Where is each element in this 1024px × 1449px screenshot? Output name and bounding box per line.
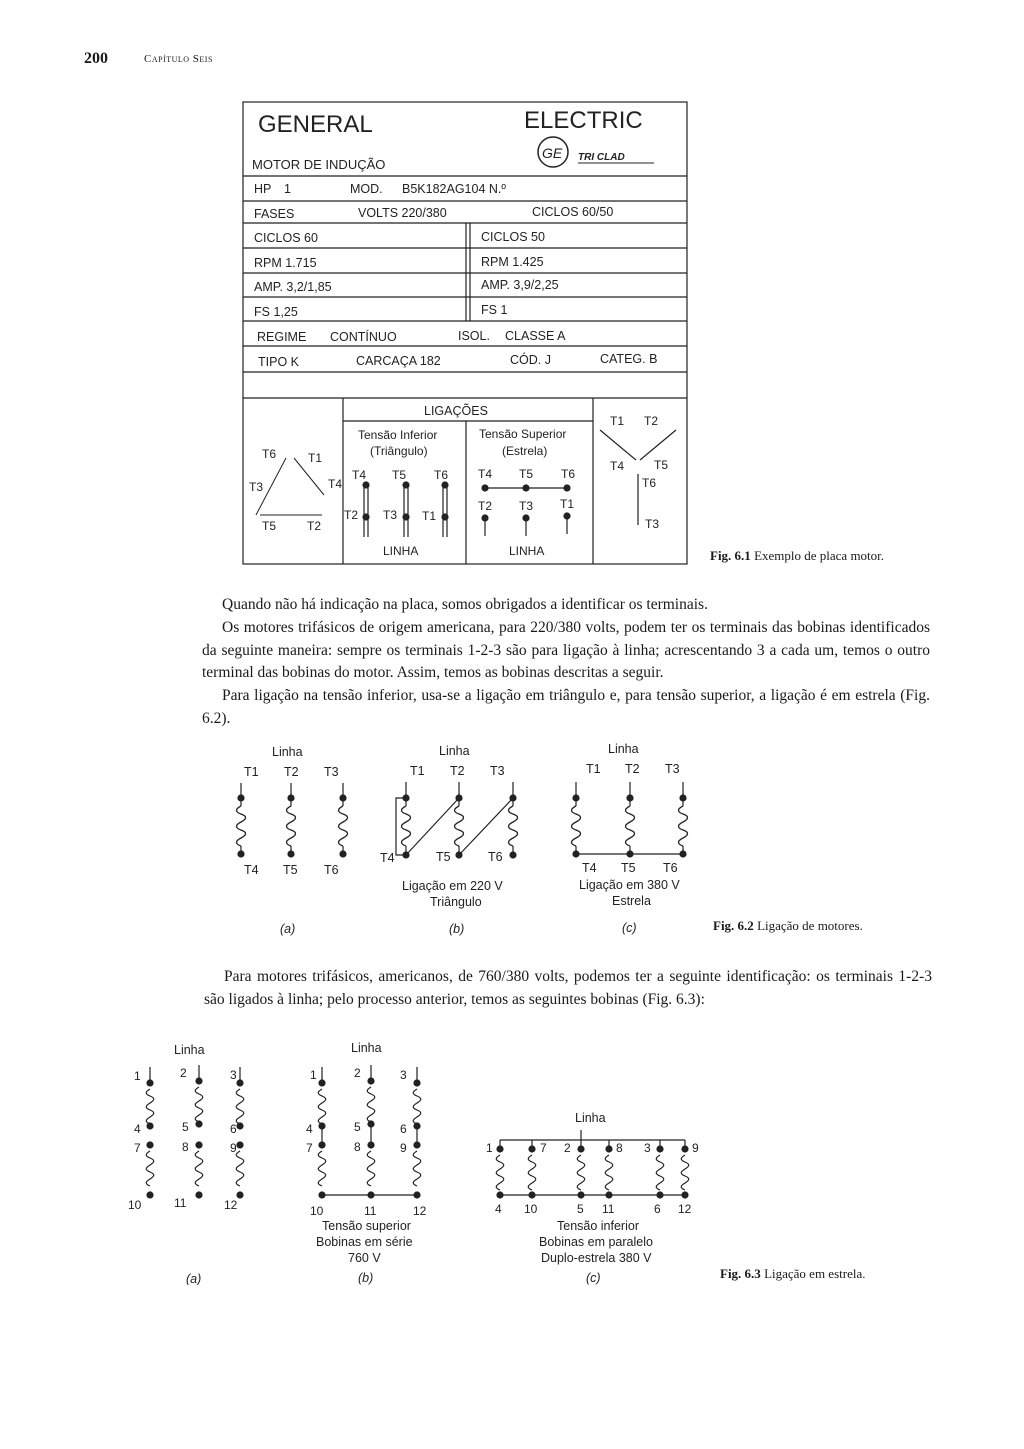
- svg-text:GE: GE: [542, 145, 563, 161]
- svg-text:T3: T3: [645, 517, 660, 531]
- svg-text:T4: T4: [582, 861, 597, 875]
- ciclos-main: CICLOS 60/50: [532, 205, 614, 219]
- svg-text:5: 5: [577, 1202, 584, 1216]
- estrela-label: (Estrela): [502, 444, 548, 458]
- svg-text:T2: T2: [644, 414, 659, 428]
- fig61-caption: Fig. 6.1 Exemplo de placa motor.: [710, 548, 885, 563]
- svg-text:T6: T6: [561, 467, 576, 481]
- svg-text:Linha: Linha: [575, 1111, 606, 1125]
- svg-text:1: 1: [310, 1068, 317, 1082]
- svg-text:12: 12: [413, 1204, 427, 1218]
- right-fs: FS 1: [481, 303, 508, 317]
- svg-text:T2: T2: [450, 764, 465, 778]
- triangulo-label: (Triângulo): [370, 444, 428, 458]
- fig63-b: [306, 1041, 427, 1285]
- svg-text:8: 8: [182, 1140, 189, 1154]
- svg-text:3: 3: [230, 1068, 237, 1082]
- svg-text:2: 2: [180, 1066, 187, 1080]
- svg-text:1: 1: [134, 1069, 141, 1083]
- svg-text:T4: T4: [328, 477, 343, 491]
- fig62-a: [237, 745, 348, 936]
- svg-text:8: 8: [616, 1141, 623, 1155]
- linha-label-left: LINHA: [383, 544, 419, 558]
- fases-label: FASES: [254, 207, 295, 221]
- svg-text:4: 4: [495, 1202, 502, 1216]
- paragraph: Os motores trifásicos de origem americana, para 220/380 volts, podem ter os terminais das bobinas identificados da seguinte maneira: sempre os terminais 1-2-3 são para ligação à linha; acrescentando 3 a cada um, temos o outro terminal das bobinas do motor. Assim, temos as bobinas descritas a seguir.: [202, 618, 930, 682]
- svg-text:T2: T2: [344, 508, 359, 522]
- svg-text:T5: T5: [262, 519, 277, 533]
- svg-text:Linha: Linha: [272, 745, 303, 759]
- triangle-diagram: [249, 447, 342, 533]
- svg-text:T5: T5: [436, 850, 451, 864]
- svg-text:T1: T1: [560, 497, 575, 511]
- ge-logo-icon: [538, 137, 568, 167]
- svg-text:6: 6: [400, 1122, 407, 1136]
- svg-text:T1: T1: [422, 509, 437, 523]
- tensao-superior-label: Tensão Superior: [479, 427, 567, 441]
- svg-text:6: 6: [230, 1122, 237, 1136]
- svg-text:(b): (b): [449, 922, 465, 936]
- svg-text:T3: T3: [490, 764, 505, 778]
- cod: CÓD. J: [510, 353, 551, 367]
- svg-text:T2: T2: [284, 765, 299, 779]
- regime-label: REGIME: [257, 330, 307, 344]
- svg-text:(c): (c): [622, 921, 637, 935]
- svg-text:T6: T6: [324, 863, 339, 877]
- svg-text:9: 9: [230, 1141, 237, 1155]
- svg-text:Tensão superior: Tensão superior: [322, 1219, 411, 1233]
- svg-text:10: 10: [524, 1202, 538, 1216]
- svg-text:T4: T4: [352, 468, 367, 482]
- svg-text:Bobinas em série: Bobinas em série: [316, 1235, 413, 1249]
- tensao-inferior-label: Tensão Inferior: [358, 428, 438, 442]
- volts-value: VOLTS 220/380: [358, 206, 447, 220]
- mod-label: MOD.: [350, 182, 383, 196]
- svg-text:11: 11: [602, 1202, 615, 1216]
- right-ciclos: CICLOS 50: [481, 230, 545, 244]
- svg-text:(a): (a): [186, 1272, 202, 1285]
- svg-text:10: 10: [128, 1198, 142, 1212]
- fig62-c: [572, 742, 688, 935]
- svg-text:T1: T1: [586, 762, 601, 776]
- body-text-1: [202, 594, 930, 731]
- regime-value: CONTÍNUO: [330, 330, 397, 344]
- svg-text:Duplo-estrela 380 V: Duplo-estrela 380 V: [541, 1251, 652, 1265]
- body-text-2: Para motores trifásicos, americanos, de 760/380 volts, podemos ter a seguinte identificação: os terminais 1-2-3 são ligados à linha; pelo processo anterior, temos as seguintes bobinas (Fig. 6.3):: [204, 968, 932, 1008]
- hp-value: 1: [284, 182, 291, 196]
- svg-text:T1: T1: [244, 765, 259, 779]
- fig63-diagram: [120, 1035, 720, 1285]
- svg-text:(c): (c): [586, 1271, 601, 1285]
- star-symbol-diagram: [600, 414, 676, 531]
- svg-text:T3: T3: [324, 765, 339, 779]
- svg-text:8: 8: [354, 1140, 361, 1154]
- delta-terminal-block: [344, 468, 448, 537]
- svg-text:9: 9: [692, 1141, 699, 1155]
- svg-text:T6: T6: [262, 447, 277, 461]
- fig63-c: [486, 1111, 699, 1285]
- svg-text:11: 11: [364, 1204, 377, 1218]
- brand-general: GENERAL: [258, 111, 373, 138]
- svg-text:1: 1: [486, 1141, 493, 1155]
- left-fs: FS 1,25: [254, 305, 298, 319]
- svg-text:Linha: Linha: [439, 744, 470, 758]
- svg-text:T5: T5: [519, 467, 534, 481]
- svg-text:T2: T2: [478, 499, 493, 513]
- fig63-caption: Fig. 6.3 Ligação em estrela.: [720, 1266, 866, 1281]
- svg-text:T4: T4: [244, 863, 259, 877]
- svg-text:T3: T3: [383, 508, 398, 522]
- svg-text:760 V: 760 V: [348, 1251, 381, 1265]
- svg-text:T6: T6: [663, 861, 678, 875]
- svg-text:2: 2: [354, 1066, 361, 1080]
- paragraph: Quando não há indicação na placa, somos obrigados a identificar os terminais.: [222, 596, 708, 613]
- fig62-caption: Fig. 6.2 Ligação de motores.: [713, 918, 863, 933]
- triclad-logo: TRI CLAD: [578, 152, 625, 163]
- svg-text:Ligação em 380 V: Ligação em 380 V: [579, 878, 680, 892]
- svg-text:Ligação em 220 V: Ligação em 220 V: [402, 879, 503, 893]
- svg-text:11: 11: [174, 1196, 187, 1210]
- svg-text:Triângulo: Triângulo: [430, 895, 482, 909]
- svg-text:T2: T2: [625, 762, 640, 776]
- svg-text:T1: T1: [610, 414, 625, 428]
- svg-text:Bobinas em paralelo: Bobinas em paralelo: [539, 1235, 653, 1249]
- linha-label-right: LINHA: [509, 544, 545, 558]
- svg-text:T3: T3: [519, 499, 534, 513]
- svg-text:T5: T5: [283, 863, 298, 877]
- hp-label: HP: [254, 182, 272, 196]
- fig62-b: [380, 744, 518, 936]
- svg-text:Linha: Linha: [351, 1041, 382, 1055]
- svg-text:T6: T6: [488, 850, 503, 864]
- left-amp: AMP. 3,2/1,85: [254, 280, 332, 294]
- svg-text:5: 5: [354, 1120, 361, 1134]
- isol-value: CLASSE A: [505, 329, 566, 343]
- left-rpm: RPM 1.715: [254, 256, 317, 270]
- svg-text:T1: T1: [410, 764, 425, 778]
- svg-text:7: 7: [306, 1141, 313, 1155]
- left-ciclos: CICLOS 60: [254, 231, 318, 245]
- fig63-a: [128, 1043, 244, 1285]
- svg-text:9: 9: [400, 1141, 407, 1155]
- svg-text:3: 3: [400, 1068, 407, 1082]
- svg-text:T4: T4: [380, 851, 395, 865]
- svg-text:(b): (b): [358, 1271, 374, 1285]
- isol-label: ISOL.: [458, 329, 490, 343]
- svg-text:12: 12: [224, 1198, 238, 1212]
- svg-text:Linha: Linha: [608, 742, 639, 756]
- svg-text:(a): (a): [280, 922, 296, 936]
- svg-text:T6: T6: [642, 476, 657, 490]
- tipo: TIPO K: [258, 355, 299, 369]
- fig62-diagram: [230, 738, 710, 938]
- svg-text:T5: T5: [621, 861, 636, 875]
- page-number: 200: [84, 50, 108, 67]
- svg-text:3: 3: [644, 1141, 651, 1155]
- svg-text:Estrela: Estrela: [612, 894, 651, 908]
- svg-text:Tensão inferior: Tensão inferior: [557, 1219, 639, 1233]
- star-terminal-block: [478, 467, 575, 536]
- svg-text:T2: T2: [307, 519, 322, 533]
- svg-text:4: 4: [306, 1122, 313, 1136]
- svg-text:10: 10: [310, 1204, 324, 1218]
- svg-text:6: 6: [654, 1202, 661, 1216]
- svg-text:T6: T6: [434, 468, 449, 482]
- svg-text:T5: T5: [654, 458, 669, 472]
- svg-text:4: 4: [134, 1122, 141, 1136]
- svg-text:T5: T5: [392, 468, 407, 482]
- svg-text:12: 12: [678, 1202, 692, 1216]
- svg-text:2: 2: [564, 1141, 571, 1155]
- categ: CATEG. B: [600, 352, 658, 366]
- svg-text:T3: T3: [249, 480, 264, 494]
- mod-value: B5K182AG104 N.º: [402, 182, 506, 196]
- svg-text:T4: T4: [610, 459, 625, 473]
- svg-text:7: 7: [540, 1141, 547, 1155]
- svg-text:T3: T3: [665, 762, 680, 776]
- carcaca: CARCAÇA 182: [356, 354, 441, 368]
- svg-text:7: 7: [134, 1141, 141, 1155]
- motor-nameplate: [240, 100, 695, 570]
- ligacoes-title: LIGAÇÕES: [424, 404, 488, 418]
- motor-type: MOTOR DE INDUÇÃO: [252, 157, 386, 172]
- right-amp: AMP. 3,9/2,25: [481, 278, 559, 292]
- svg-text:Linha: Linha: [174, 1043, 205, 1057]
- chapter-title: Capítulo Seis: [144, 53, 213, 65]
- right-rpm: RPM 1.425: [481, 255, 544, 269]
- paragraph: Para ligação na tensão inferior, usa-se a ligação em triângulo e, para tensão superior, a ligação é em estrela (Fig. 6.2).: [202, 687, 930, 727]
- svg-text:T4: T4: [478, 467, 493, 481]
- brand-electric: ELECTRIC: [524, 107, 643, 134]
- svg-text:T1: T1: [308, 451, 323, 465]
- svg-text:5: 5: [182, 1120, 189, 1134]
